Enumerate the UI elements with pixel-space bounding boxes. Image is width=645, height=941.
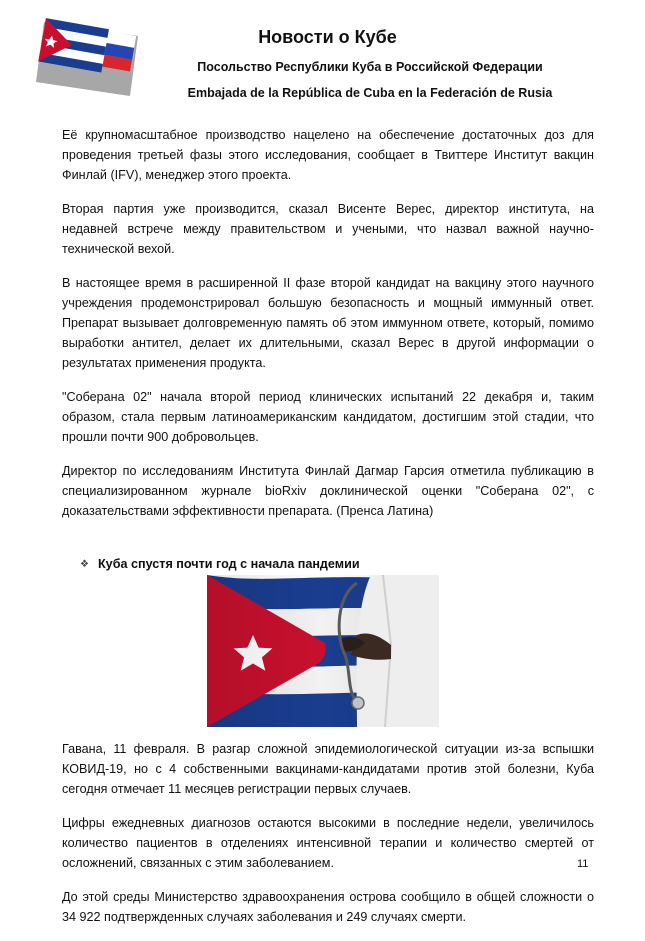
page-number: 11 (577, 858, 589, 870)
paragraph: Цифры ежедневных диагнозов остаются высокими в последние недели, увеличилось количество пациентов в отделениях интенсивной терапии и количество смертей от осложнений, связанных с этим заболеванием. (62, 816, 594, 870)
paragraph: В настоящее время в расширенной II фазе второй кандидат на вакцину этого научного учреждения продемонстрировал большую безопасность и мощный иммунный ответ. Препарат вызывает долговременную память об этом иммунном ответе, который, помимо выработки антител, делает их длительными, сказал Верес в другой информации о результатах применения продукта. (62, 276, 594, 370)
embassy-name-ru: Посольство Республики Куба в Российской Федерации (197, 60, 543, 74)
paragraph: До этой среды Министерство здравоохранения острова сообщило в общей сложности о 34 922 подтвержденных случаях заболевания и 249 случаях смерти. (62, 890, 594, 924)
embassy-name-es: Embajada de la República de Cuba en la Federación de Rusia (187, 86, 553, 100)
paragraph: Её крупномасштабное производство нацелено на обеспечение достаточных доз для проведения третьей фазы этого исследования, сообщает в Твиттере Институт вакцин Финлай (IFV), менеджер этого проекта. (62, 128, 594, 182)
section-heading-text: Куба спустя почти год с начала пандемии (98, 557, 360, 571)
paragraph: "Соберана 02" начала второй период клинических испытаний 22 декабря и, таким образом, стала первым латиноамериканским кандидатом, достигшим этой стадии, что прошли почти 900 добровольцев. (62, 390, 594, 444)
paragraph: Гавана, 11 февраля. В разгар сложной эпидемиологической ситуации из-за вспышки КОВИД-19, но с 4 собственными вакцинами-кандидатами против этой болезни, Куба сегодня отмечает 11 месяцев регистрации первых случаев. (62, 742, 594, 796)
page-content (62, 125, 594, 941)
page-title: Новости о Кубе (258, 27, 397, 47)
paragraph: Вторая партия уже производится, сказал Висенте Верес, директор института, на недавней встрече между правительством и учеными, что назвал важной научно-технической вехой. (62, 202, 594, 256)
cuban-flag-doctor-photo (207, 575, 439, 727)
section-heading (80, 557, 594, 571)
diamond-bullet-icon: ❖ (80, 558, 89, 570)
paragraph: Директор по исследованиям Института Финлай Дагмар Гарсия отметила публикацию в специализированном журнале bioRxiv доклинической оценки "Соберана 02", с доказательствами эффективности препарата. (Пренса Латина) (62, 464, 594, 518)
